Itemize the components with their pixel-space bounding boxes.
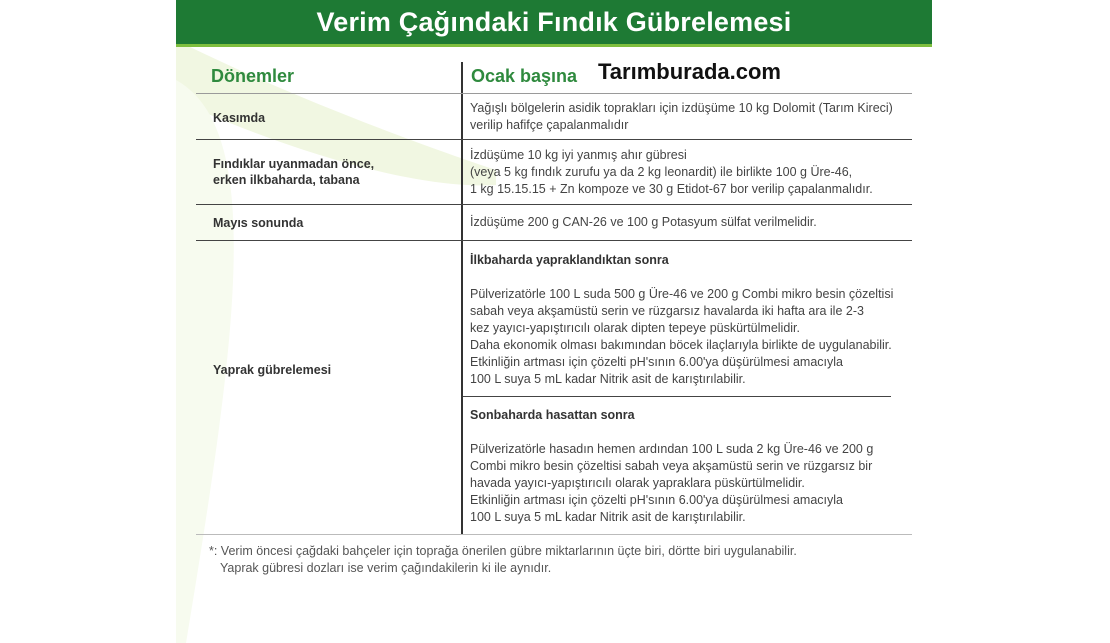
row-instruction-cell bbox=[470, 407, 910, 526]
row-instruction-cell bbox=[470, 147, 910, 198]
column-header-periods: Dönemler bbox=[211, 66, 295, 86]
instruction-line: İzdüşüme 200 g CAN-26 ve 100 g Potasyum sülfat verilmelidir. bbox=[470, 215, 817, 229]
instruction-line: İzdüşüme 10 kg iyi yanmış ahır gübresi bbox=[470, 148, 687, 162]
section-heading: İlkbaharda yapraklandıktan sonra bbox=[470, 253, 669, 267]
instruction-line: Daha ekonomik olması bakımından böcek ilaçlarıyla birlikte de uygulanabilir. bbox=[470, 338, 892, 352]
instruction-line: Etkinliğin artması için çözelti pH'sının 6.00'ya düşürülmesi amacıyla bbox=[470, 493, 843, 507]
row-period-cell bbox=[213, 156, 374, 188]
instruction-line: 100 L suya 5 mL kadar Nitrik asit de karıştırılabilir. bbox=[470, 510, 746, 524]
footnote-line: Yaprak gübresi dozları ise verim çağındakilerin ki ile aynıdır. bbox=[220, 561, 552, 575]
instruction-line: havada yayıcı-yapıştırıcılı olarak yapraklara püskürtülmelidir. bbox=[470, 476, 805, 490]
instruction-line: (veya 5 kg fındık zurufu ya da 2 kg leonardit) ile birlikte 100 g Üre-46, bbox=[470, 165, 853, 179]
period-label: Fındıklar uyanmadan önce, bbox=[213, 157, 375, 171]
column-divider bbox=[461, 62, 463, 534]
row-instruction-cell bbox=[470, 214, 910, 231]
period-label: Mayıs sonunda bbox=[213, 216, 304, 230]
instruction-line: kez yayıcı-yapıştırıcılı olarak dipten tepeye püskürtülmelidir. bbox=[470, 321, 801, 335]
instruction-line: Etkinliğin artması için çözelti pH'sının 6.00'ya düşürülmesi amacıyla bbox=[470, 355, 843, 369]
period-label: Kasımda bbox=[213, 111, 266, 125]
period-label: erken ilkbaharda, tabana bbox=[213, 173, 360, 187]
instruction-line: verilip hafifçe çapalanmalıdır bbox=[470, 118, 629, 132]
column-header-per-tree: Ocak başına bbox=[471, 66, 578, 86]
watermark: Tarımburada.com bbox=[598, 59, 781, 84]
row-divider bbox=[196, 204, 912, 205]
footnote-line: *: Verim öncesi çağdaki bahçeler için toprağa önerilen gübre miktarlarının üçte biri, dörtte biri uygulanabilir. bbox=[209, 544, 797, 558]
instruction-line: Pülverizatörle 100 L suda 500 g Üre-46 ve 200 g Combi mikro besin çözeltisi bbox=[470, 287, 894, 301]
row-divider bbox=[196, 240, 912, 241]
row-period-cell bbox=[213, 110, 265, 126]
instruction-line: Combi mikro besin çözeltisi sabah veya akşamüstü serin ve rüzgarsız bir bbox=[470, 459, 873, 473]
instruction-line: Yağışlı bölgelerin asidik toprakları için izdüşüme 10 kg Dolomit (Tarım Kireci) bbox=[470, 101, 893, 115]
instruction-line: 100 L suya 5 mL kadar Nitrik asit de karıştırılabilir. bbox=[470, 372, 746, 386]
period-label: Yaprak gübrelemesi bbox=[213, 363, 332, 377]
page-title: Verim Çağındaki Fındık Gübrelemesi bbox=[316, 6, 792, 37]
instruction-line: Pülverizatörle hasadın hemen ardından 100 L suda 2 kg Üre-46 ve 200 g bbox=[470, 442, 874, 456]
row-divider bbox=[196, 139, 912, 140]
section-divider bbox=[463, 396, 891, 397]
row-period-cell bbox=[213, 362, 331, 378]
footnote bbox=[209, 543, 797, 577]
instruction-line: 1 kg 15.15.15 + Zn kompoze ve 30 g Etidot-67 bor verilip çapalanmalıdır. bbox=[470, 182, 873, 196]
row-period-cell bbox=[213, 215, 303, 231]
table-bottom-divider bbox=[196, 534, 912, 535]
header-divider bbox=[196, 93, 912, 94]
title-bar bbox=[176, 0, 932, 47]
row-instruction-cell bbox=[470, 252, 910, 388]
section-heading: Sonbaharda hasattan sonra bbox=[470, 408, 635, 422]
instruction-line: sabah veya akşamüstü serin ve rüzgarsız havalarda iki hafta ara ile 2-3 bbox=[470, 304, 864, 318]
row-instruction-cell bbox=[470, 100, 910, 134]
